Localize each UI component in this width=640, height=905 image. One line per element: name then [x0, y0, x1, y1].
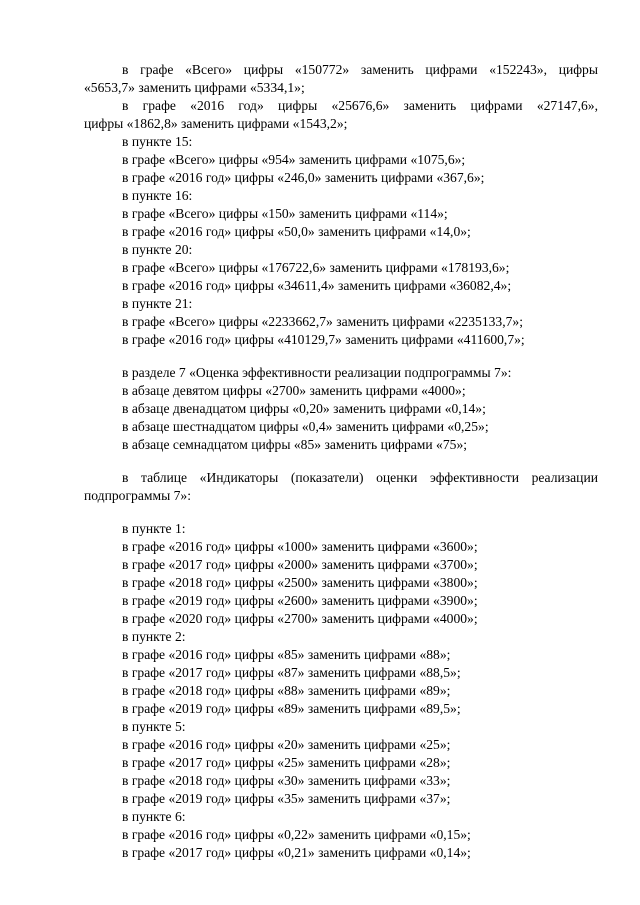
text-line: в графе «2018 год» цифры «2500» заменить цифрами «3800»;	[122, 575, 478, 590]
text-line: в пункте 20:	[122, 242, 193, 257]
text-line: в графе «2017 год» цифры «2000» заменить цифрами «3700»;	[122, 557, 478, 572]
text-line: в пункте 1:	[122, 521, 186, 536]
text-line: в графе «2018 год» цифры «30» заменить цифрами «33»;	[122, 773, 451, 788]
text-line: в графе «Всего» цифры «954» заменить цифрами «1075,6»;	[122, 152, 466, 167]
text-line: в абзаце шестнадцатом цифры «0,4» заменить цифрами «0,25»;	[122, 419, 489, 434]
text-line: в графе «2016 год» цифры «50,0» заменить цифрами «14,0»;	[122, 224, 471, 239]
text-line: «5653,7» заменить цифрами «5334,1»;	[84, 80, 305, 95]
text-line: в графе «Всего» цифры «176722,6» заменить цифрами «178193,6»;	[122, 260, 510, 275]
text-line: в графе «2016 год» цифры «85» заменить цифрами «88»;	[122, 647, 451, 662]
text-line: в пункте 16:	[122, 188, 193, 203]
text-line: в графе «2018 год» цифры «88» заменить цифрами «89»;	[122, 683, 451, 698]
text-line: в графе «2016 год» цифры «0,22» заменить цифрами «0,15»;	[122, 827, 471, 842]
text-line: в графе «2017 год» цифры «0,21» заменить цифрами «0,14»;	[122, 845, 471, 860]
text-line: в пункте 6:	[122, 809, 186, 824]
text-line: в абзаце девятом цифры «2700» заменить цифрами «4000»;	[122, 383, 466, 398]
text-line: в графе «2017 год» цифры «87» заменить цифрами «88,5»;	[122, 665, 461, 680]
text-line: в графе «2016 год» цифры «25676,6» заменить цифрами «27147,6»,	[122, 98, 598, 113]
text-line: в графе «2019 год» цифры «2600» заменить цифрами «3900»;	[122, 593, 478, 608]
text-line: в графе «2020 год» цифры «2700» заменить цифрами «4000»;	[122, 611, 478, 626]
text-line: в разделе 7 «Оценка эффективности реализации подпрограммы 7»:	[122, 365, 512, 380]
text-line: в графе «Всего» цифры «150» заменить цифрами «114»;	[122, 206, 448, 221]
text-line: в графе «Всего» цифры «150772» заменить цифрами «152243», цифры	[122, 62, 598, 77]
text-line: в пункте 5:	[122, 719, 186, 734]
text-line: в графе «Всего» цифры «2233662,7» заменить цифрами «2235133,7»;	[122, 314, 523, 329]
text-line: в графе «2016 год» цифры «20» заменить цифрами «25»;	[122, 737, 451, 752]
text-line: в таблице «Индикаторы (показатели) оценки эффективности реализации	[122, 470, 598, 485]
text-line: в графе «2019 год» цифры «89» заменить цифрами «89,5»;	[122, 701, 461, 716]
text-line: в графе «2017 год» цифры «25» заменить цифрами «28»;	[122, 755, 451, 770]
text-line: в пункте 15:	[122, 134, 193, 149]
text-line: в абзаце двенадцатом цифры «0,20» заменить цифрами «0,14»;	[122, 401, 486, 416]
text-line: подпрограммы 7»:	[84, 488, 191, 503]
text-line: в пункте 21:	[122, 296, 193, 311]
text-line: в абзаце семнадцатом цифры «85» заменить цифрами «75»;	[122, 437, 468, 452]
text-line: в графе «2019 год» цифры «35» заменить цифрами «37»;	[122, 791, 451, 806]
text-line: в графе «2016 год» цифры «410129,7» заменить цифрами «411600,7»;	[122, 332, 525, 347]
text-line: в графе «2016 год» цифры «246,0» заменить цифрами «367,6»;	[122, 170, 485, 185]
text-line: цифры «1862,8» заменить цифрами «1543,2»;	[84, 116, 348, 131]
text-line: в графе «2016 год» цифры «34611,4» заменить цифрами «36082,4»;	[122, 278, 512, 293]
text-line: в пункте 2:	[122, 629, 186, 644]
text-line: в графе «2016 год» цифры «1000» заменить цифрами «3600»;	[122, 539, 478, 554]
